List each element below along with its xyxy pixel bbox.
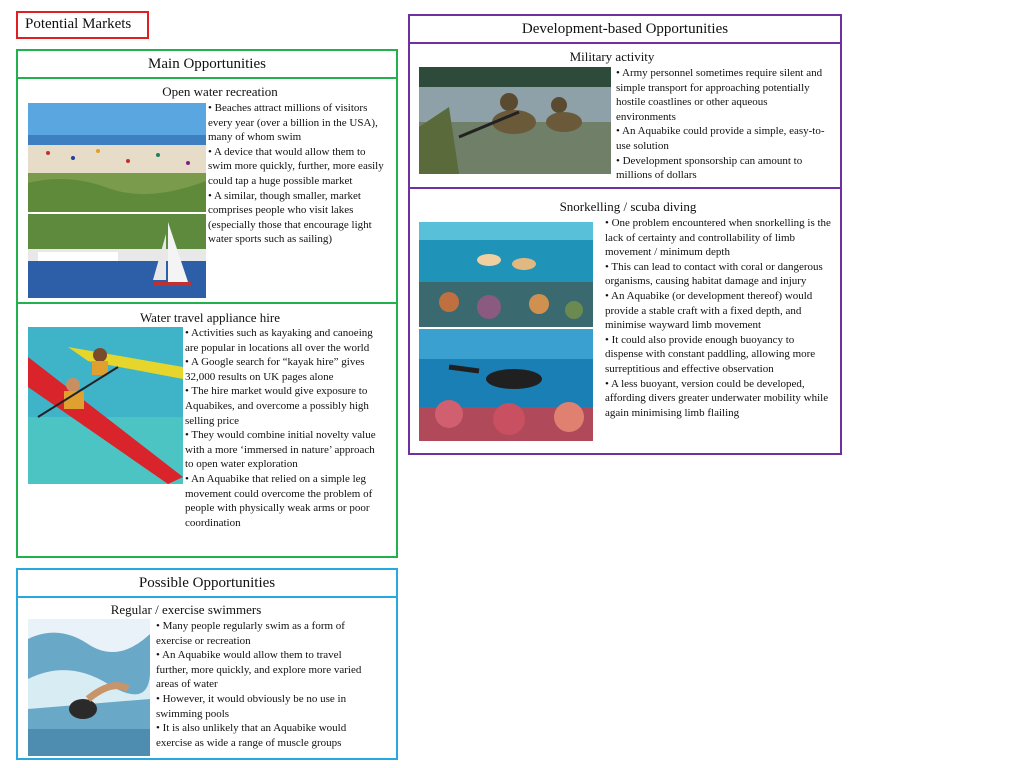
bullet-item: • An Aquabike could provide a simple, easy-to-use solution [616, 125, 825, 152]
bullet-item: • A device that would allow them to swim more quickly, further, more easily could tap a huge possible market [208, 145, 384, 187]
main-opportunities-header: Main Opportunities [18, 51, 396, 79]
bullet-item: • An Aquabike that relied on a simple leg movement could overcome the problem of people with physically weak arms or poor coordination [185, 472, 373, 529]
bullet-item: • Activities such as kayaking and canoeing are popular in locations all over the world [185, 327, 373, 354]
bullet-item: • Development sponsorship can amount to millions of dollars [616, 154, 803, 182]
bullet-item: • However, it would obviously be no use in swimming pools [156, 692, 347, 720]
bullet-item: • Army personnel sometimes require silent and simple transport for approaching potentially hostile coastlines or other aqueous environments [616, 67, 823, 123]
hire-bullets [185, 326, 385, 530]
bullet-item: • An Aquabike would allow them to travel further, more quickly, and explore more varied areas of water [156, 649, 362, 691]
snorkel-bullets [605, 216, 831, 420]
bullet-item: • It is also unlikely that an Aquabike would exercise as wide a range of muscle groups [156, 722, 347, 749]
bullet-item: • It could also provide enough buoyancy to dispense with constant paddling, allowing more surreptitious and effective observation [605, 333, 816, 375]
kayak-photo [28, 327, 183, 484]
bullet-item: • The hire market would give exposure to Aquabikes, and overcome a possibly high selling price [185, 385, 369, 427]
hire-title: Water travel appliance hire [139, 310, 281, 325]
swimmer-photo [28, 619, 150, 756]
open-water-title: Open water recreation [162, 84, 278, 99]
lake-sailing-photo [28, 214, 206, 298]
snorkel-title: Snorkelling / scuba diving [559, 199, 697, 214]
snorkel-photo [419, 222, 593, 327]
beach-photo [28, 103, 206, 212]
bullet-item: • An Aquabike (or development thereof) would provide a stable craft with a fixed depth, and minimise wayward limb movement [605, 289, 813, 332]
bullet-item: • This can lead to contact with coral or dangerous organisms, causing habitat damage and injury [605, 260, 823, 288]
swimmers-bullets [156, 619, 376, 750]
bullet-item: • Many people regularly swim as a form of exercise or recreation [156, 620, 345, 647]
bullet-item: • They would combine initial novelty value with a more ‘immersed in nature’ approach to open water exploration [185, 429, 376, 471]
possible-opportunities-header: Possible Opportunities [18, 570, 396, 598]
page-title: Potential Markets [16, 11, 149, 39]
bullet-item: • A less buoyant, version could be developed, affording divers greater underwater mobility while again minimising limb flailing [605, 377, 829, 419]
development-opportunities-header: Development-based Opportunities [410, 16, 840, 44]
main-section-divider [16, 302, 398, 304]
open-water-bullets [208, 101, 384, 247]
scuba-photo [419, 329, 593, 441]
bullet-item: • Beaches attract millions of visitors every year (over a billion in the USA), many of whom swim [208, 102, 378, 144]
military-title: Military activity [569, 49, 655, 64]
development-section-divider [408, 187, 842, 189]
bullet-item: • A Google search for “kayak hire” gives 32,000 results on UK pages alone [185, 356, 365, 383]
soldiers-photo [419, 67, 611, 174]
bullet-item: • A similar, though smaller, market comprises people who visit lakes (especially those that encourage light water sports such as sailing) [208, 189, 372, 246]
swimmers-title: Regular / exercise swimmers [110, 602, 262, 617]
military-bullets [616, 66, 826, 183]
bullet-item: • One problem encountered when snorkelling is the lack of certainty and controllability of limb movement / minimum depth [605, 217, 831, 259]
